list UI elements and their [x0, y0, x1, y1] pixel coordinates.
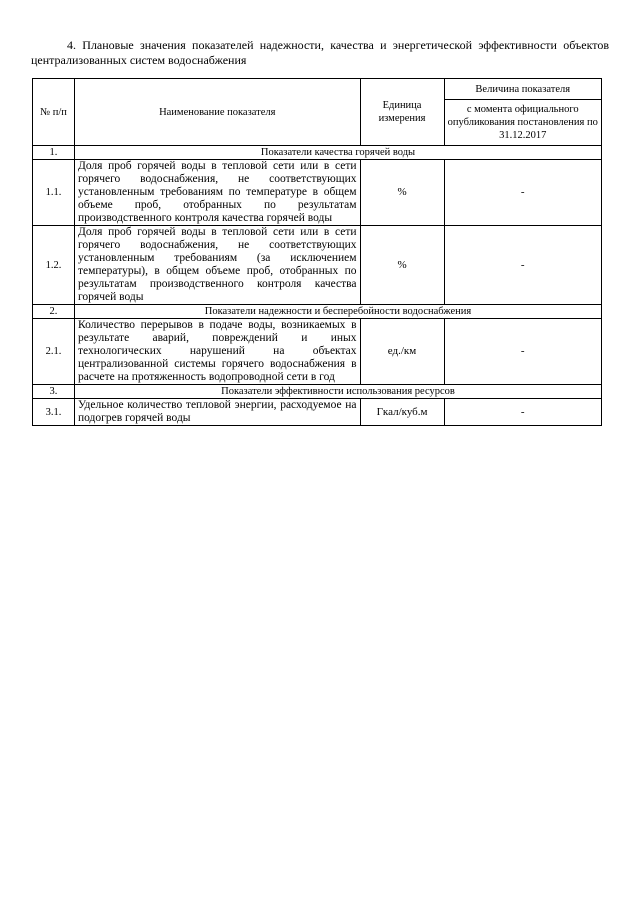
row-indicator-name: Удельное количество тепловой энергии, расходуемое на подогрев горячей воды — [74, 399, 360, 426]
row-unit: Гкал/куб.м — [360, 399, 444, 426]
row-number: 1.2. — [33, 226, 75, 305]
section-row — [33, 385, 602, 399]
header-unit: Единица измерения — [360, 79, 444, 146]
section-row — [33, 305, 602, 319]
header-indicator-name: Наименование показателя — [74, 79, 360, 146]
row-number: 3.1. — [33, 399, 75, 426]
table-row — [33, 160, 602, 226]
row-unit: ед./км — [360, 319, 444, 385]
indicators-table — [32, 78, 602, 426]
header-number: № п/п — [33, 79, 75, 146]
row-unit: % — [360, 160, 444, 226]
header-value: Величина показателя — [444, 79, 601, 100]
section-heading: 4. Плановые значения показателей надежности, качества и энергетической эффективности объектов централизованных систем водоснабжения — [31, 38, 609, 67]
section-number: 3. — [33, 385, 75, 399]
row-value: - — [444, 319, 601, 385]
table-row — [33, 399, 602, 426]
section-title: Показатели эффективности использования ресурсов — [74, 385, 601, 399]
section-number: 1. — [33, 146, 75, 160]
row-value: - — [444, 160, 601, 226]
table-row — [33, 226, 602, 305]
row-indicator-name: Доля проб горячей воды в тепловой сети или в сети горячего водоснабжения, не соответствующих установленным требованиям по температуре в общем объеме проб, отобранных по результатам производственного контроля качества горячей воды — [74, 160, 360, 226]
row-value: - — [444, 399, 601, 426]
header-row — [33, 79, 602, 100]
section-title: Показатели надежности и бесперебойности водоснабжения — [74, 305, 601, 319]
section-row — [33, 146, 602, 160]
table-row — [33, 319, 602, 385]
header-period: с момента официального опубликования постановления по 31.12.2017 — [444, 100, 601, 146]
row-unit: % — [360, 226, 444, 305]
row-number: 1.1. — [33, 160, 75, 226]
row-indicator-name: Количество перерывов в подаче воды, возникаемых в результате аварий, повреждений и иных технологических нарушений на объектах централизованной системы горячего водоснабжения в расчете на протяженность водопроводной сети в год — [74, 319, 360, 385]
row-value: - — [444, 226, 601, 305]
section-number: 2. — [33, 305, 75, 319]
row-indicator-name: Доля проб горячей воды в тепловой сети или в сети горячего водоснабжения, не соответствующих установленным требованиям (за исключением температуры), в общем объеме проб, отобранных по результатам производственного контроля качества горячей воды — [74, 226, 360, 305]
section-title: Показатели качества горячей воды — [74, 146, 601, 160]
row-number: 2.1. — [33, 319, 75, 385]
